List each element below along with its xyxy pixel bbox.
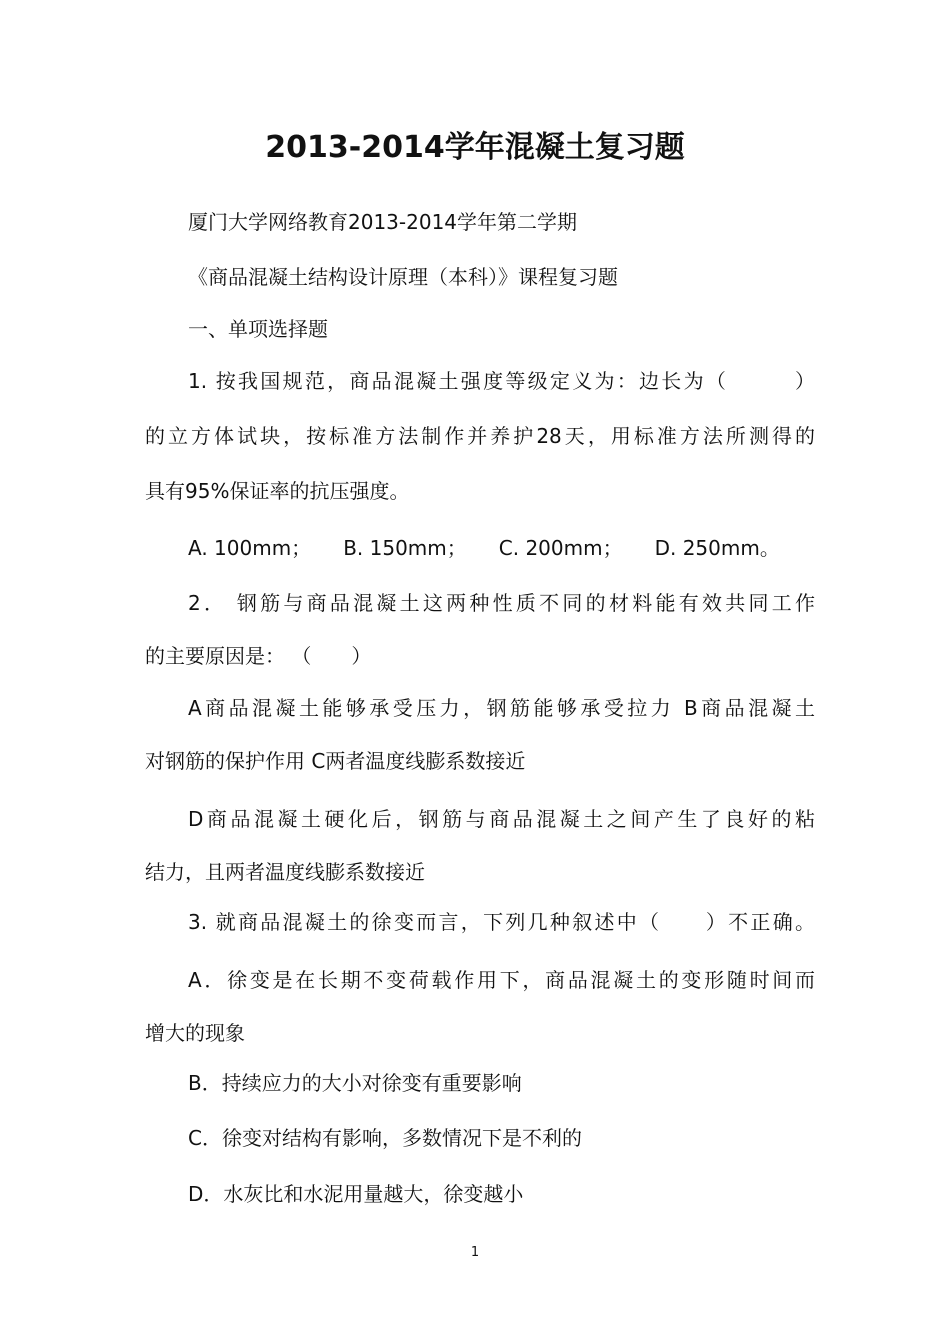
page-number: 1 [470, 1245, 480, 1260]
question-2-option-d-line-2: 结力，且两者温度线膨系数接近 [145, 860, 425, 884]
question-1-option-d: D. 250mm。 [654, 536, 780, 560]
question-3-line-1: 3. 就商品混凝土的徐变而言，下列几种叙述中（ ）不正确。 [188, 910, 815, 934]
question-2-line-1: 2． 钢筋与商品混凝土这两种性质不同的材料能有效共同工作 [188, 591, 815, 615]
question-1-line-3: 具有95%保证率的抗压强度。 [145, 479, 410, 503]
question-1-option-b: B. 150mm； [343, 536, 467, 560]
question-2-option-d-line-1: D商品混凝土硬化后，钢筋与商品混凝土之间产生了良好的粘 [188, 807, 815, 831]
question-3-option-a-line-1: A．徐变是在长期不变荷载作用下，商品混凝土的变形随时间而 [188, 968, 815, 992]
question-1-option-a: A. 100mm； [188, 536, 312, 560]
question-1-line-1: 1. 按我国规范，商品混凝土强度等级定义为：边长为（ ） [188, 369, 815, 393]
header-line-school: 厦门大学网络教育2013-2014学年第二学期 [188, 210, 578, 234]
question-1-line-2: 的立方体试块，按标准方法制作并养护28天，用标准方法所测得的 [145, 424, 815, 448]
section-heading: 一、单项选择题 [188, 317, 328, 341]
question-1-option-c: C. 200mm； [498, 536, 623, 560]
question-3-option-c: C．徐变对结构有影响，多数情况下是不利的 [188, 1126, 582, 1150]
header-line-course: 《商品混凝土结构设计原理（本科）》课程复习题 [188, 265, 618, 289]
question-3-option-d: D．水灰比和水泥用量越大，徐变越小 [188, 1182, 524, 1206]
question-2-option-b-c: 对钢筋的保护作用 C两者温度线膨系数接近 [145, 749, 526, 773]
question-3-option-a-line-2: 增大的现象 [145, 1021, 245, 1045]
question-3-option-b: B．持续应力的大小对徐变有重要影响 [188, 1071, 522, 1095]
question-2-line-2: 的主要原因是： （ ） [145, 644, 372, 668]
question-1-options [188, 533, 780, 563]
document-title: 2013-2014学年混凝土复习题 [265, 130, 685, 165]
question-2-option-a-b: A商品混凝土能够承受压力，钢筋能够承受拉力 B商品混凝土 [188, 696, 815, 720]
